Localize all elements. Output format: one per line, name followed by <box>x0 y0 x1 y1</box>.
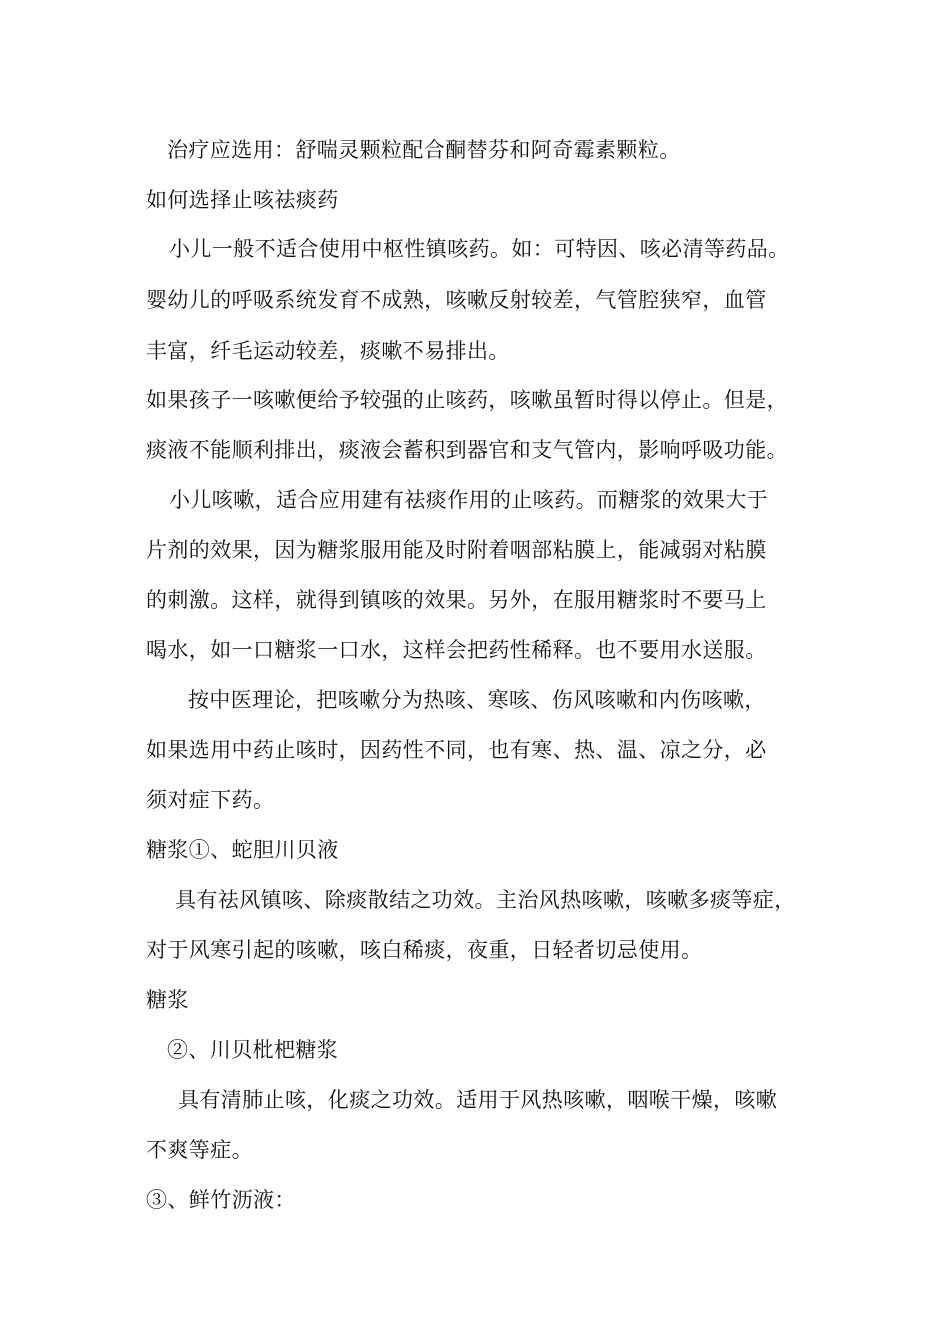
text-line: 小儿咳嗽，适合应用建有祛痰作用的止咳药。而糖浆的效果大于 <box>169 488 769 512</box>
text-line: 治疗应选用：舒喘灵颗粒配合酮替芬和阿奇霉素颗粒。 <box>167 138 681 162</box>
section-heading: 如何选择止咳祛痰药 <box>146 188 339 212</box>
text-line: 喝水，如一口糖浆一口水，这样会把药性稀释。也不要用水送服。 <box>146 638 767 662</box>
text-line: 小儿一般不适合使用中枢性镇咳药。如：可特因、咳必清等药品。 <box>169 237 790 261</box>
text-line: 的刺激。这样，就得到镇咳的效果。另外，在服用糖浆时不要马上 <box>146 588 767 612</box>
text-line: 对于风寒引起的咳嗽，咳白稀痰，夜重，日轻者切忌使用。 <box>146 938 703 962</box>
text-line: 须对症下药。 <box>146 788 275 812</box>
text-line: 如果孩子一咳嗽便给予较强的止咳药，咳嗽虽暂时得以停止。但是， <box>146 388 788 412</box>
text-line: 痰液不能顺利排出，痰液会蓄积到器官和支气管内，影响呼吸功能。 <box>146 438 788 462</box>
text-line: 如果选用中药止咳时，因药性不同，也有寒、热、温、凉之分，必 <box>146 738 767 762</box>
section-heading: ②、川贝枇杷糖浆 <box>167 1038 339 1062</box>
section-heading: ③、鲜竹沥液： <box>146 1188 296 1212</box>
section-heading: 糖浆 <box>146 988 189 1012</box>
text-line: 具有清肺止咳，化痰之功效。适用于风热咳嗽，咽喉干燥，咳嗽 <box>178 1088 778 1112</box>
text-line: 不爽等症。 <box>146 1138 253 1162</box>
text-line: 具有祛风镇咳、除痰散结之功效。主治风热咳嗽，咳嗽多痰等症， <box>175 888 796 912</box>
section-heading: 糖浆①、蛇胆川贝液 <box>146 838 339 862</box>
text-line: 丰富，纤毛运动较差，痰嗽不易排出。 <box>146 339 510 363</box>
text-line: 婴幼儿的呼吸系统发育不成熟，咳嗽反射较差，气管腔狭窄，血管 <box>146 288 767 312</box>
text-line: 片剂的效果，因为糖浆服用能及时附着咽部粘膜上，能减弱对粘膜 <box>146 538 767 562</box>
text-line: 按中医理论，把咳嗽分为热咳、寒咳、伤风咳嗽和内伤咳嗽， <box>188 688 766 712</box>
